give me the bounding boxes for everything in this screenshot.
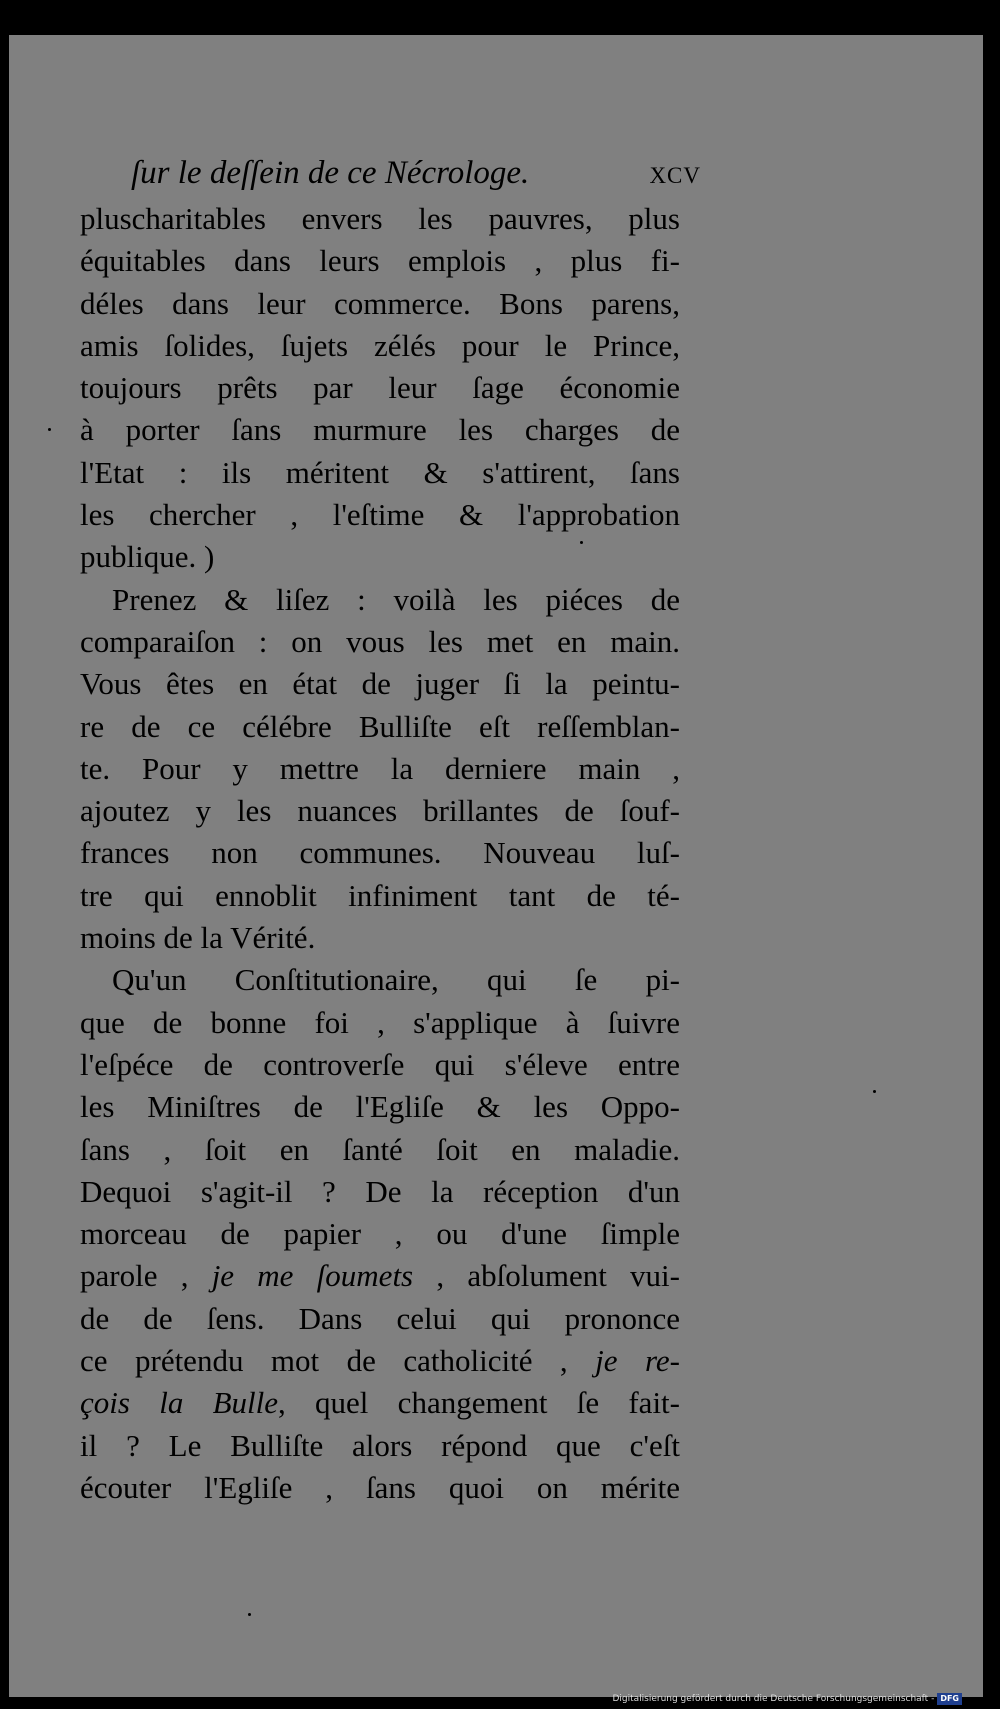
text-line: ſans , ſoit en ſanté ſoit en maladie. <box>80 1131 680 1167</box>
text-line: de de ſens. Dans celui qui prononce <box>80 1300 680 1336</box>
text-line: publique. ) <box>80 539 215 575</box>
text-line: amis ſolides, ſujets zélés pour le Prince, <box>80 327 680 363</box>
text-line: comparaiſon : on vous les met en main. <box>80 623 680 659</box>
digitization-credit <box>612 1692 962 1707</box>
text-line: morceau de papier , ou d'une ſimple <box>80 1216 680 1252</box>
text-line: toujours prêts par leur ſage économie <box>80 370 680 406</box>
body-text <box>80 198 680 1509</box>
text-line: ce prétendu mot de catholicité , je re- <box>80 1343 680 1379</box>
text-line: équitables dans leurs emplois , plus fi- <box>80 243 680 279</box>
text-line: Prenez & liſez : voilà les piéces de <box>112 581 680 617</box>
text-line: moins de la Vérité. <box>80 920 316 956</box>
running-head <box>131 150 701 196</box>
scan-speck <box>580 541 583 544</box>
scan-speck <box>6 440 9 443</box>
text-line: à porter ſans murmure les charges de <box>80 412 680 448</box>
text-line: re de ce célébre Bulliſte eſt reſſemblan- <box>80 708 680 744</box>
scan-speck <box>248 1613 251 1616</box>
text-line: l'Etat : ils méritent & s'attirent, ſans <box>80 454 680 490</box>
text-line: ajoutez y les nuances brillantes de ſouf- <box>80 793 680 829</box>
text-line: déles dans leur commerce. Bons parens, <box>80 285 680 321</box>
text-line: que de bonne foi , s'applique à ſuivre <box>80 1004 680 1040</box>
text-line: Qu'un Conſtitutionaire, qui ſe pi- <box>112 962 680 998</box>
scan-speck <box>48 428 51 431</box>
scan-speck <box>4 560 7 563</box>
scan-speck <box>6 410 9 413</box>
text-line: Dequoi s'agit-il ? De la réception d'un <box>80 1173 680 1209</box>
text-line: les Miniſtres de l'Egliſe & les Oppo- <box>80 1089 680 1125</box>
page-number: xcv <box>649 155 701 191</box>
text-line: çois la Bulle, quel changement ſe fait- <box>80 1385 680 1421</box>
text-line: l'eſpéce de controverſe qui s'éleve entre <box>80 1046 680 1082</box>
text-line: parole , je me ſoumets , abſolument vui- <box>80 1258 680 1294</box>
dfg-logo: DFG <box>937 1693 962 1705</box>
text-line: les chercher , l'eſtime & l'approbation <box>80 497 680 533</box>
text-line: tre qui ennoblit infiniment tant de té- <box>80 877 680 913</box>
scan-speck <box>873 1090 876 1093</box>
text-line: frances non communes. Nouveau luſ- <box>80 835 680 871</box>
text-line: pluscharitables envers les pauvres, plus <box>80 201 680 236</box>
running-head-title: ſur le deſſein de ce Nécrologe. <box>131 155 530 191</box>
text-line: te. Pour y mettre la derniere main , <box>80 750 680 786</box>
text-line: écouter l'Egliſe , ſans quoi on mérite <box>80 1469 680 1505</box>
credit-text: Digitalisierung gefördert durch die Deutsche Forschungsgemeinschaft - <box>612 1694 935 1704</box>
text-line: il ? Le Bulliſte alors répond que c'eſt <box>80 1427 680 1463</box>
text-line: Vous êtes en état de juger ſi la peintu- <box>80 666 680 702</box>
